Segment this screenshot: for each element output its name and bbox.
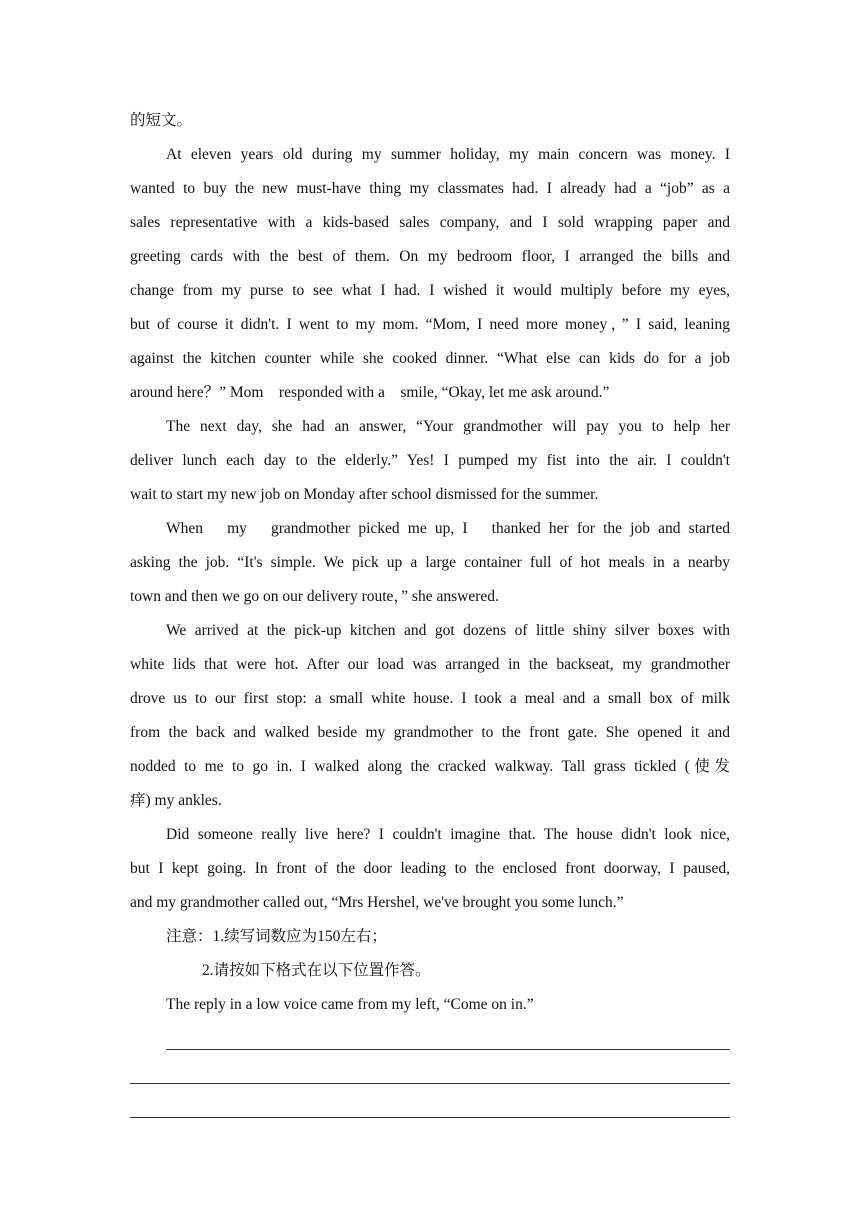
text-line: asking the job. “It's simple. We pick up a large container full of hot meals in a nearby xyxy=(130,554,730,571)
text-line: but of course it didn't. I went to my mom. “Mom, I need more money，” I said, leaning xyxy=(130,316,730,333)
text-line: The next day, she had an answer, “Your grandmother will pay you to help her xyxy=(166,418,730,435)
paragraph-1 xyxy=(130,138,730,410)
text-line: drove us to our first stop: a small white house. I took a meal and a small box of milk xyxy=(130,690,730,707)
note-word-count: 注意：1.续写词数应为150左右； xyxy=(166,928,387,945)
paragraph-3 xyxy=(130,512,730,614)
paragraph-5 xyxy=(130,818,730,920)
text-line: nodded to me to go in. I walked along the cracked walkway. Tall grass tickled (使发 xyxy=(130,758,730,775)
text-line: sales representative with a kids-based sales company, and I sold wrapping paper and xyxy=(130,214,730,231)
answer-line-rule xyxy=(130,1117,730,1118)
text-line: against the kitchen counter while she cooked dinner. “What else can kids do for a job xyxy=(130,350,730,367)
answer-line[interactable] xyxy=(130,1056,730,1090)
text-line: wanted to buy the new must-have thing my classmates had. I already had a “job” as a xyxy=(130,180,730,197)
text-line: Did someone really live here? I couldn't imagine that. The house didn't look nice, xyxy=(166,826,730,843)
continuation-prompt: The reply in a low voice came from my left, “Come on in.” xyxy=(166,996,534,1013)
answer-line[interactable] xyxy=(130,1090,730,1124)
answer-line-rule xyxy=(166,1049,730,1050)
text-line: around here？” Mom responded with a smile, “Okay, let me ask around.” xyxy=(130,384,610,401)
paragraph-4 xyxy=(130,614,730,818)
text-line: We arrived at the pick-up kitchen and got dozens of little shiny silver boxes with xyxy=(166,622,730,639)
text-line: but I kept going. In front of the door leading to the enclosed front doorway, I paused, xyxy=(130,860,730,877)
paragraph-2 xyxy=(130,410,730,512)
text-line: 痒) my ankles. xyxy=(130,792,222,809)
text-line: from the back and walked beside my grandmother to the front gate. She opened it and xyxy=(130,724,730,741)
answer-line[interactable] xyxy=(130,1022,730,1056)
text-line: and my grandmother called out, “Mrs Hershel, we've brought you some lunch.” xyxy=(130,894,624,911)
note-answer-format: 2.请按如下格式在以下位置作答。 xyxy=(202,962,431,979)
text-line: town and then we go on our delivery route，” she answered. xyxy=(130,588,499,605)
text-line: deliver lunch each day to the elderly.” Yes! I pumped my fist into the air. I couldn't xyxy=(130,452,730,469)
document-page xyxy=(130,104,730,1124)
text-line: white lids that were hot. After our load was arranged in the backseat, my grandmother xyxy=(130,656,730,673)
text-line: When my grandmother picked me up, I thanked her for the job and started xyxy=(166,520,730,537)
intro-tail: 的短文。 xyxy=(130,112,193,129)
answer-line-rule xyxy=(130,1083,730,1084)
text-line: change from my purse to see what I had. I wished it would multiply before my eyes, xyxy=(130,282,730,299)
text-line: wait to start my new job on Monday after school dismissed for the summer. xyxy=(130,486,599,503)
text-line: At eleven years old during my summer holiday, my main concern was money. I xyxy=(166,146,730,163)
text-line: greeting cards with the best of them. On my bedroom floor, I arranged the bills and xyxy=(130,248,730,265)
